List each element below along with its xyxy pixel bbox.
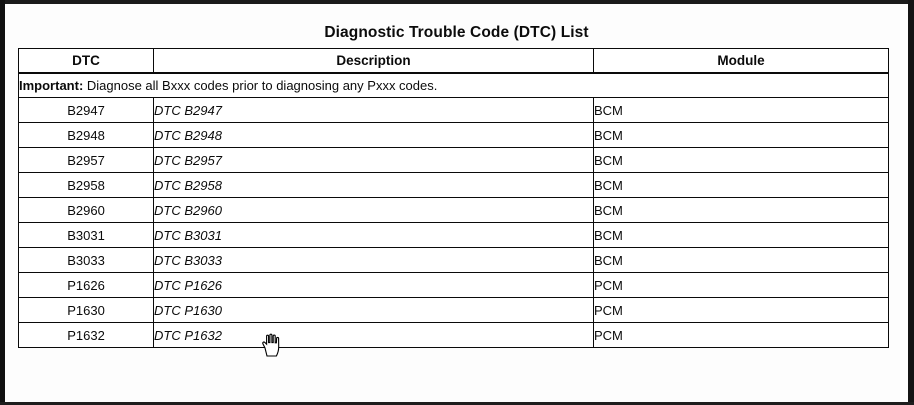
table-note-row (19, 73, 889, 98)
cell-dtc: B2958 (19, 173, 154, 198)
cell-dtc: P1626 (19, 273, 154, 298)
cell-module: BCM (594, 123, 889, 148)
cell-description: DTC P1626 (154, 273, 594, 298)
cell-dtc: B3031 (19, 223, 154, 248)
cell-description: DTC P1632 (154, 323, 594, 348)
column-header-module: Module (594, 49, 889, 74)
cell-description: DTC B2947 (154, 98, 594, 123)
table-row (19, 223, 889, 248)
cell-description: DTC B3031 (154, 223, 594, 248)
cell-module: BCM (594, 98, 889, 123)
cell-module: PCM (594, 323, 889, 348)
table-header-row (19, 49, 889, 74)
table-row (19, 98, 889, 123)
hand-pointer-cursor-icon (261, 332, 283, 358)
cell-description: DTC B2957 (154, 148, 594, 173)
note-label: Important: (19, 78, 84, 93)
table-row (19, 323, 889, 348)
cell-description: DTC B2958 (154, 173, 594, 198)
note-text: Diagnose all Bxxx codes prior to diagnosing any Pxxx codes. (83, 78, 438, 93)
cell-dtc: P1630 (19, 298, 154, 323)
cell-dtc: B2960 (19, 198, 154, 223)
column-header-description: Description (154, 49, 594, 74)
cell-module: BCM (594, 148, 889, 173)
important-note (19, 73, 889, 98)
table-row (19, 123, 889, 148)
cell-module: PCM (594, 273, 889, 298)
cell-dtc: B2947 (19, 98, 154, 123)
cell-dtc: B2957 (19, 148, 154, 173)
cell-description: DTC P1630 (154, 298, 594, 323)
table-row (19, 248, 889, 273)
dtc-table (18, 48, 889, 348)
document-page (5, 4, 908, 402)
cell-module: PCM (594, 298, 889, 323)
cell-dtc: B2948 (19, 123, 154, 148)
table-row (19, 148, 889, 173)
cell-module: BCM (594, 223, 889, 248)
cell-module: BCM (594, 173, 889, 198)
scan-border-right (908, 0, 914, 405)
table-row (19, 173, 889, 198)
cell-dtc: P1632 (19, 323, 154, 348)
table-row (19, 198, 889, 223)
column-header-dtc: DTC (19, 49, 154, 74)
cell-description: DTC B2948 (154, 123, 594, 148)
page-title: Diagnostic Trouble Code (DTC) List (324, 24, 589, 41)
cell-module: BCM (594, 198, 889, 223)
cell-description: DTC B3033 (154, 248, 594, 273)
cell-module: BCM (594, 248, 889, 273)
cell-dtc: B3033 (19, 248, 154, 273)
table-row (19, 273, 889, 298)
cell-description: DTC B2960 (154, 198, 594, 223)
table-row (19, 298, 889, 323)
